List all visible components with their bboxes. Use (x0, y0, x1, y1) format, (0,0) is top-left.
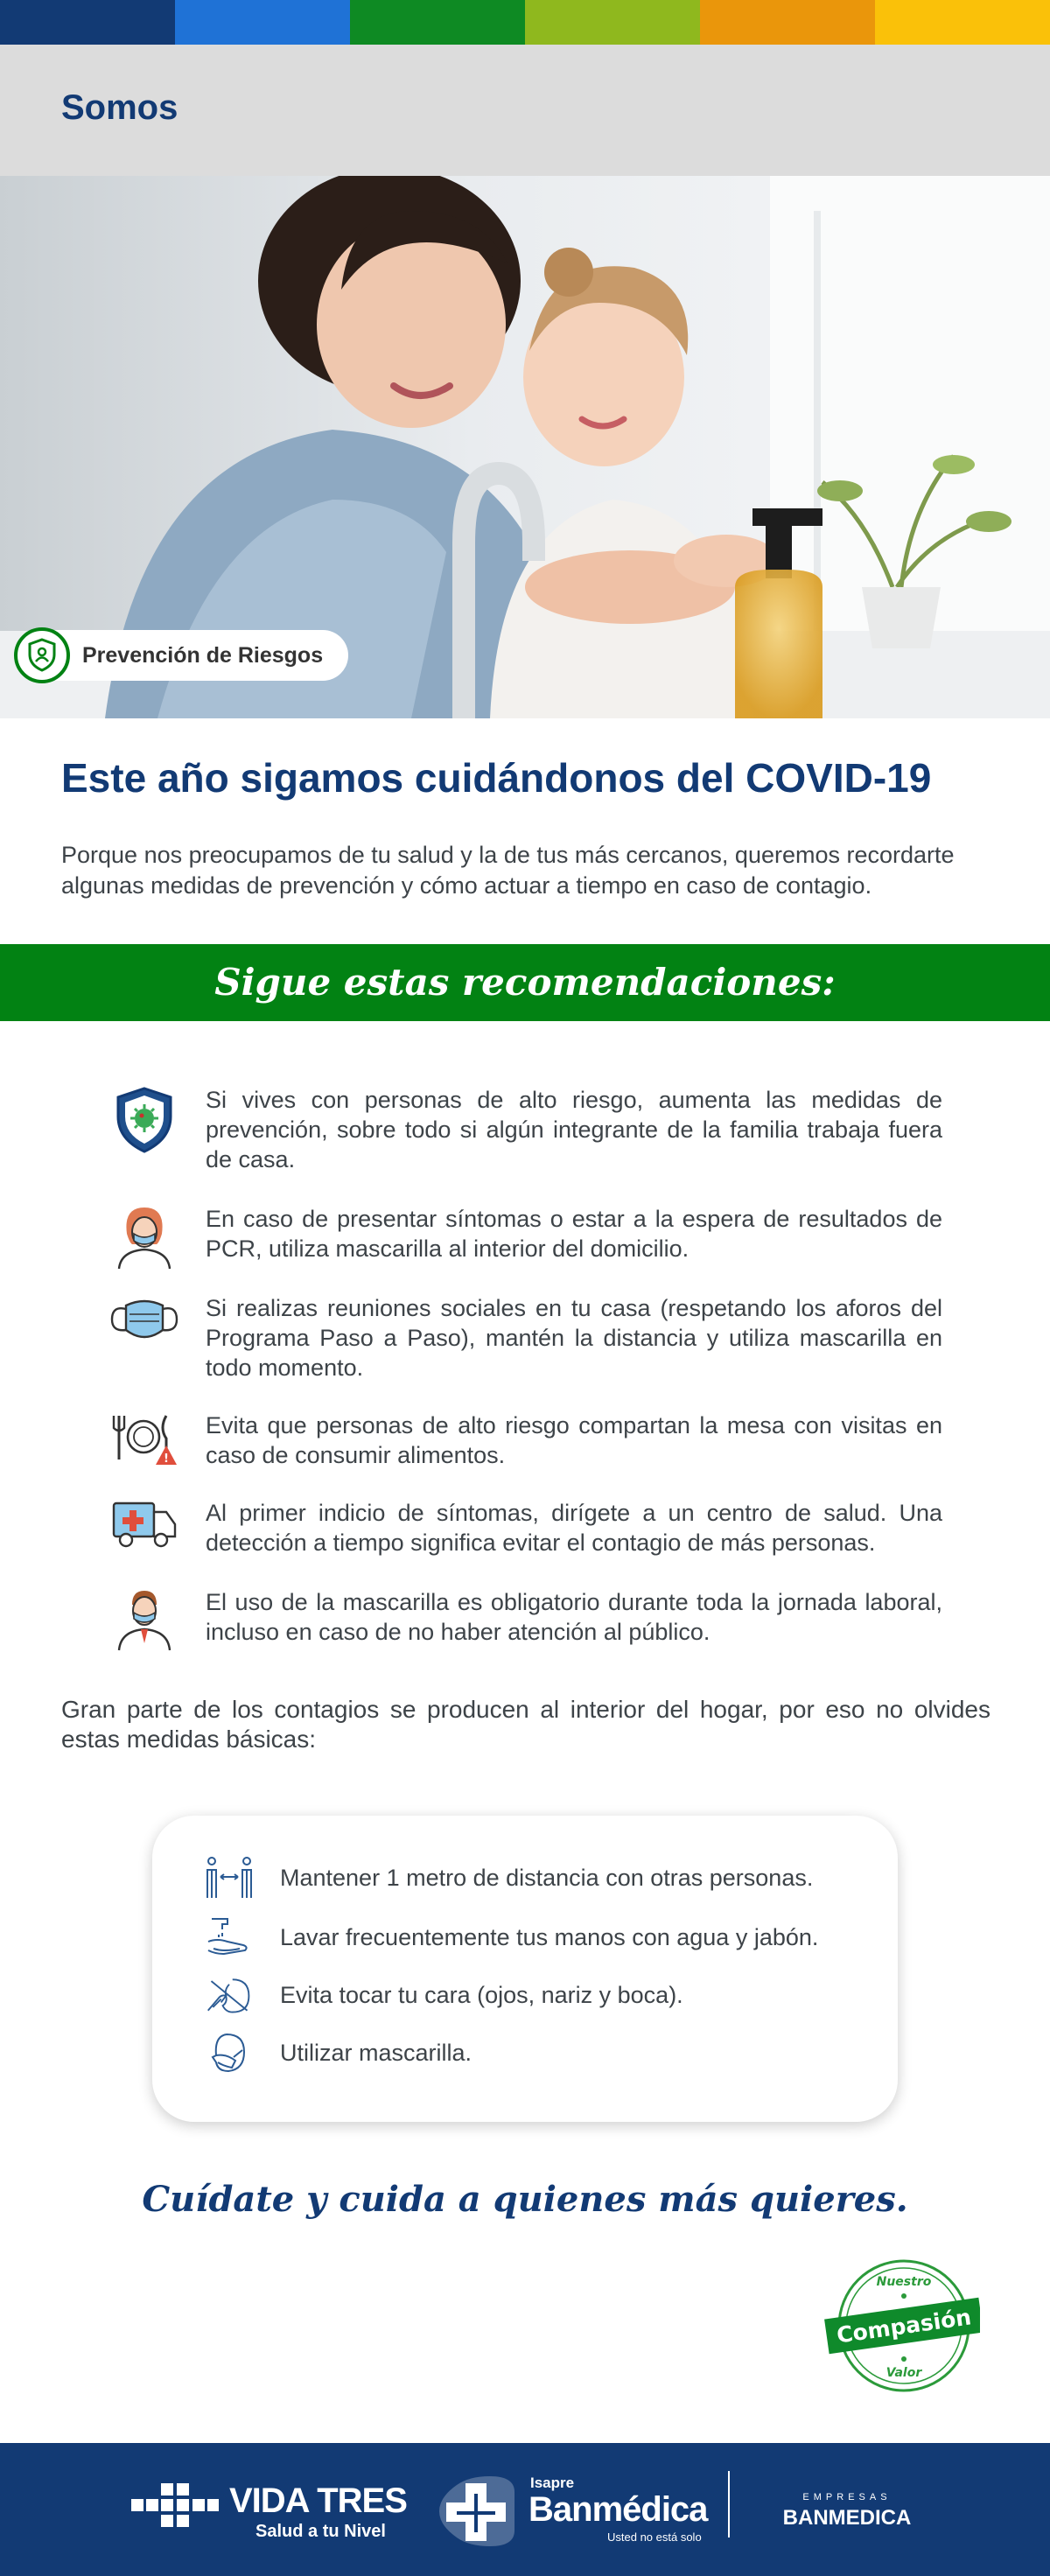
recommendation-text: Al primer indicio de síntomas, dirígete a un centro de salud. Una detección a tiempo significa evitar el contagio de más personas. (206, 1500, 942, 1556)
recommendations-banner-text: Sigue estas recomendaciones: (214, 961, 836, 1004)
recommendation-item (105, 1587, 945, 1652)
category-tag[interactable] (16, 630, 348, 681)
recommendation-item (105, 1410, 945, 1470)
values-seal (822, 2256, 980, 2396)
dining-warning-icon (105, 1410, 184, 1470)
banmedica-tagline: Usted no está solo (607, 2530, 702, 2544)
no-face-touch-icon (205, 1973, 254, 2017)
virus-shield-icon (105, 1085, 184, 1174)
category-tag-label: Prevención de Riesgos (82, 642, 324, 668)
masked-worker-icon (105, 1587, 184, 1652)
brand-color-stripes (0, 0, 1050, 45)
footer (0, 2443, 1050, 2576)
recommendation-text: Si vives con personas de alto riesgo, aumenta las medidas de prevención, sobre todo si algún integrante de la familia trabaja fuera de casa. (206, 1087, 942, 1172)
recommendations-banner (0, 944, 1050, 1021)
basic-measures-card (152, 1816, 898, 2122)
recommendation-item (105, 1085, 945, 1174)
basic-measure-item (205, 1856, 813, 1900)
banmedica-prefix: Isapre (530, 2474, 575, 2491)
seal-bottom-text: Valor (886, 2366, 922, 2380)
vidatres-logo-icon (131, 2483, 219, 2536)
basic-measure-item (205, 1973, 683, 2017)
recommendation-text: Evita que personas de alto riesgo compartan la mesa con visitas en caso de consumir alimentos. (206, 1412, 942, 1468)
empresas-label: EMPRESAS (802, 2492, 892, 2502)
social-distance-icon (205, 1856, 254, 1900)
basic-measure-item (205, 1915, 818, 1959)
basics-intro: Gran parte de los contagios se producen al interior del hogar, por eso no olvides estas medidas básicas: (61, 1696, 990, 1753)
masked-woman-icon (105, 1204, 184, 1270)
recommendation-item (105, 1498, 945, 1558)
basic-measure-text: Utilizar mascarilla. (280, 2039, 472, 2066)
article-intro: Porque nos preocupamos de tu salud y la de tus más cercanos, queremos recordarte algunas medidas de prevención y cómo actuar a tiempo en caso de contagio. (61, 842, 955, 899)
recommendation-text: Si realizas reuniones sociales en tu casa (respetando los aforos del Programa Paso a Paso), mantén la distancia y utiliza mascarilla en todo momento. (206, 1295, 942, 1381)
closing-message: Cuídate y cuida a quienes más quieres. (142, 2179, 908, 2220)
basic-measure-text: Mantener 1 metro de distancia con otras personas. (280, 1864, 814, 1891)
hand-washing-icon (205, 1915, 254, 1959)
recommendation-text: El uso de la mascarilla es obligatorio durante toda la jornada laboral, incluso en caso de no haber atención al público. (206, 1589, 942, 1645)
empresas-name: BANMEDICA (782, 2506, 912, 2530)
vidatres-name: VIDA TRES (229, 2482, 407, 2520)
seal-main-text: Compasión (835, 2304, 973, 2348)
seal-top-text: Nuestro (876, 2275, 932, 2289)
footer-divider (728, 2471, 730, 2538)
mask-profile-icon (205, 2031, 254, 2075)
banmedica-logo-icon (439, 2474, 518, 2548)
shield-person-icon (14, 627, 70, 683)
recommendation-item (105, 1204, 945, 1270)
basic-measure-text: Evita tocar tu cara (ojos, nariz y boca). (280, 1981, 683, 2008)
section-header (0, 45, 1050, 176)
basic-measure-text: Lavar frecuentemente tus manos con agua y jabón. (280, 1923, 819, 1950)
svg-text:!: ! (164, 1452, 169, 1466)
face-mask-icon (105, 1293, 184, 1382)
recommendation-text: En caso de presentar síntomas o estar a la espera de resultados de PCR, utiliza mascarilla al interior del domicilio. (206, 1206, 942, 1262)
page-title: Somos (61, 88, 178, 127)
vidatres-tagline: Salud a tu Nivel (256, 2522, 386, 2541)
article-headline: Este año sigamos cuidándonos del COVID-19 (61, 755, 932, 801)
basic-measure-item (205, 2031, 472, 2075)
recommendation-item (105, 1293, 945, 1382)
banmedica-name: Banmédica (528, 2490, 708, 2529)
ambulance-icon (105, 1498, 184, 1558)
